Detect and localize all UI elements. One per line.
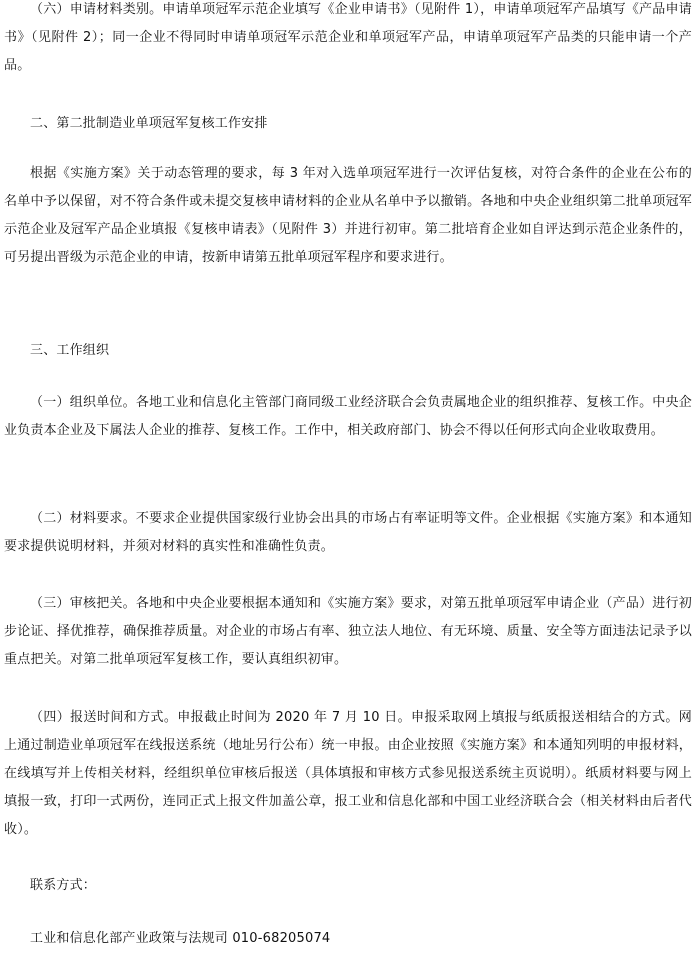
section-heading-review: 二、第二批制造业单项冠军复核工作安排 [30, 116, 268, 131]
paragraph-material-requirements: （二）材料要求。不要求企业提供国家级行业协会出具的市场占有率证明等文件。企业根据《实施方案》和本通知要求提供说明材料，并须对材料的真实性和准确性负责。 [4, 511, 692, 554]
contact-line: 工业和信息化部产业政策与法规司 010-68205074 [30, 931, 331, 946]
paragraph-review-arrangement: 根据《实施方案》关于动态管理的要求，每 3 年对入选单项冠军进行一次评估复核，对符合条件的企业在公布的名单中予以保留，对不符合条件或未提交复核申请材料的企业从名单中予以撤销。各地和中央企业组织第二批单项冠军示范企业及冠军产品企业填报《复核申请表》（见附件 3）并进行初审。第二批培育企业如自评达到示范企业条件的，可另提出晋级为示范企业的申请，按新申请第五批单项冠军程序和要求进行。 [4, 166, 692, 265]
paragraph-organizing-units: （一）组织单位。各地工业和信息化主管部门商同级工业经济联合会负责属地企业的组织推荐、复核工作。中央企业负责本企业及下属法人企业的推荐、复核工作。工作中，相关政府部门、协会不得以任何形式向企业收取费用。 [4, 395, 692, 438]
section-heading-organization: 三、工作组织 [30, 343, 110, 358]
paragraph-application-materials: （六）申请材料类别。申请单项冠军示范企业填写《企业申请书》（见附件 1），申请单项冠军产品填写《产品申请书》（见附件 2）；同一企业不得同时申请单项冠军示范企业和单项冠军产品，申请单项冠军产品类的只能申请一个产品。 [4, 2, 692, 73]
paragraph-review-control: （三）审核把关。各地和中央企业要根据本通知和《实施方案》要求，对第五批单项冠军申请企业（产品）进行初步论证、择优推荐，确保推荐质量。对企业的市场占有率、独立法人地位、有无环境、质量、安全等方面违法记录予以重点把关。对第二批单项冠军复核工作，要认真组织初审。 [4, 596, 692, 667]
paragraph-submission-time: （四）报送时间和方式。申报截止时间为 2020 年 7 月 10 日。申报采取网上填报与纸质报送相结合的方式。网上通过制造业单项冠军在线报送系统（地址另行公布）统一申报。由企业按照《实施方案》和本通知列明的申报材料，在线填写并上传相关材料，经组织单位审核后报送（具体填报和审核方式参见报送系统主页说明）。纸质材料要与网上填报一致，打印一式两份，连同正式上报文件加盖公章，报工业和信息化部和中国工业经济联合会（相关材料由后者代收）。 [4, 710, 692, 837]
contact-label: 联系方式： [30, 878, 97, 893]
